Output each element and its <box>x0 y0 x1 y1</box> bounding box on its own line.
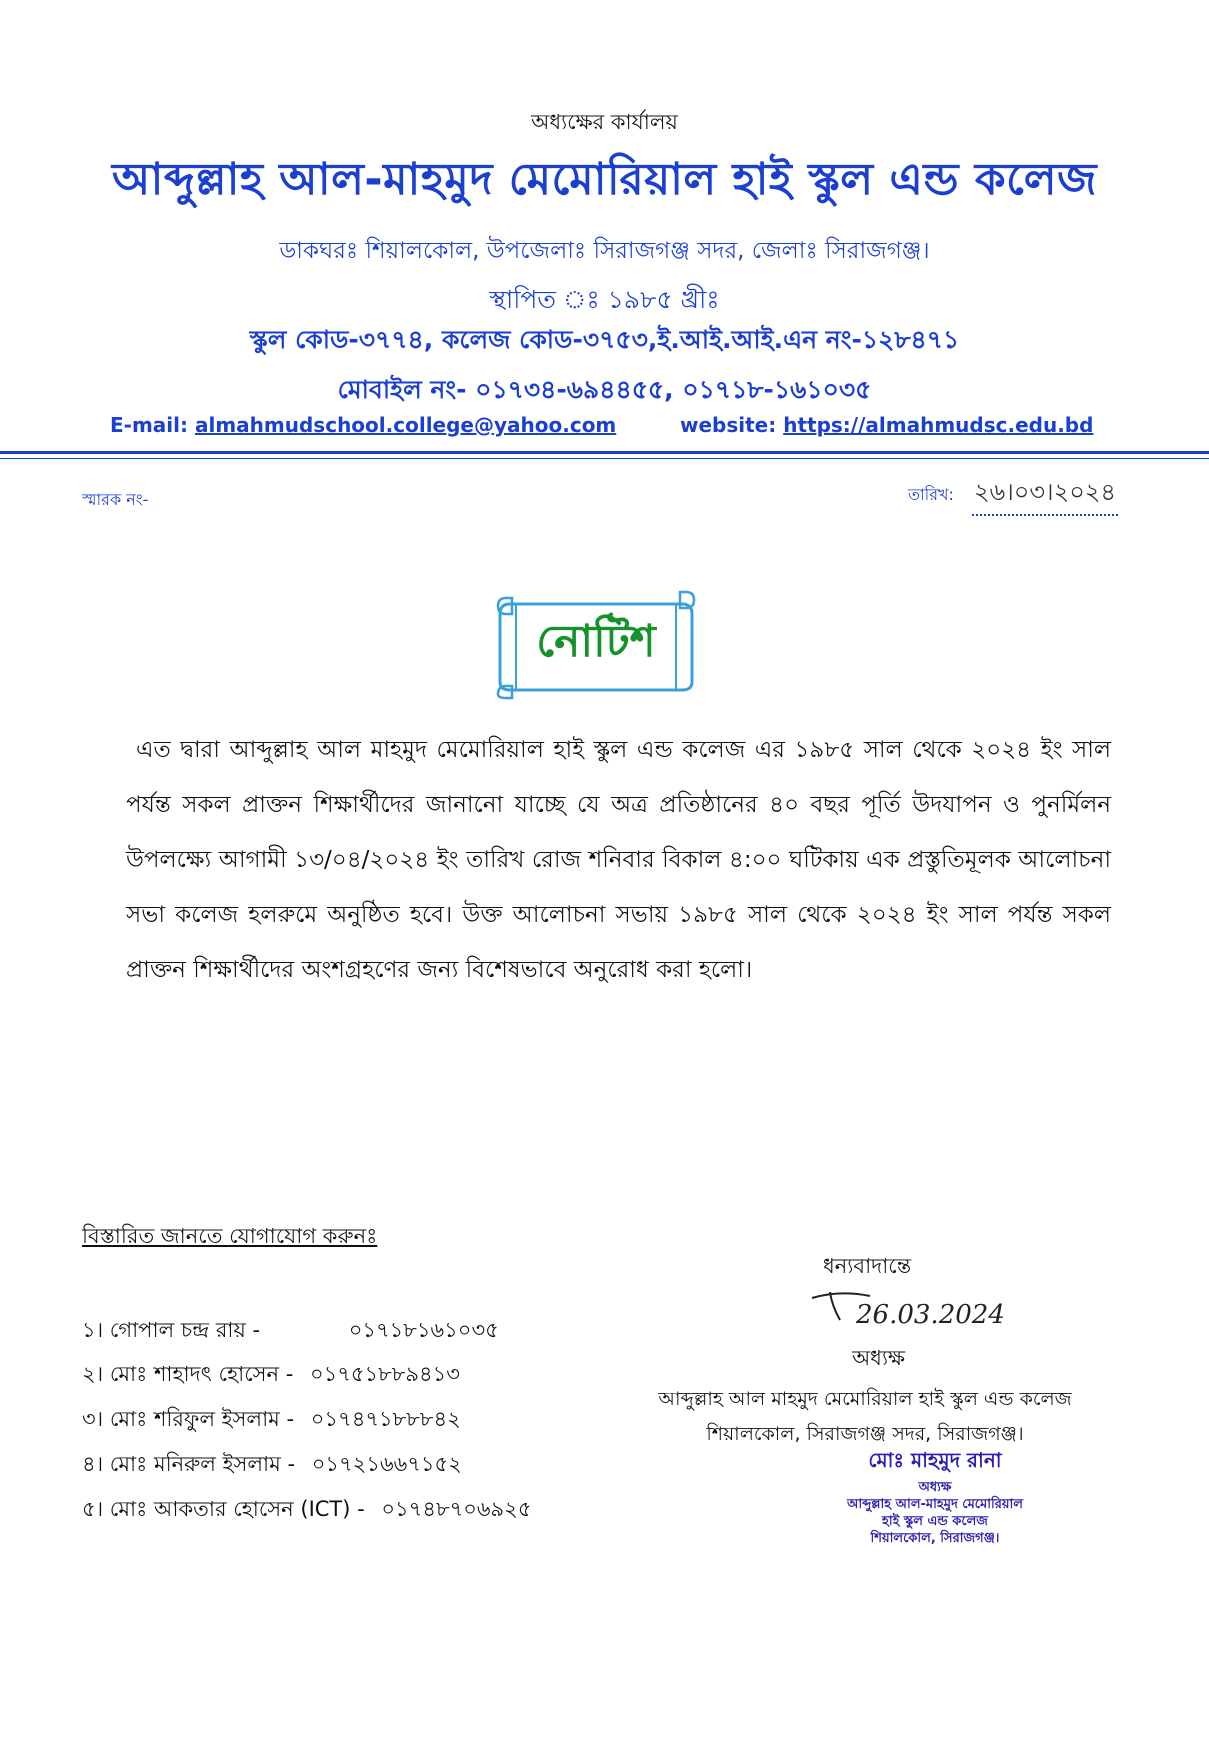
stamp-line: আব্দুল্লাহ আল-মাহমুদ মেমোরিয়াল <box>847 1497 1023 1512</box>
signoff-school: আব্দুল্লাহ আল মাহমুদ মেমোরিয়াল হাই স্কুল এন্ড কলেজ <box>658 1388 1072 1410</box>
email-label: E-mail: <box>110 413 189 437</box>
principal-title: অধ্যক্ষ <box>852 1346 906 1370</box>
principal-stamp <box>790 1446 1080 1547</box>
website-row <box>680 413 1093 437</box>
established-year: স্থাপিত ঃ ১৯৮৫ খ্রীঃ <box>489 285 720 314</box>
contact-phone: ০১৭৪৮৭০৬৯২৫ <box>381 1497 532 1521</box>
stamp-name: মোঃ মাহমুদ রানা <box>868 1448 1002 1472</box>
header-divider-thin <box>0 458 1209 459</box>
contact-phone: ০১৭৫১৮৮৯৪১৩ <box>309 1362 460 1386</box>
contact-item <box>82 1493 531 1528</box>
website-label: website: <box>680 413 777 437</box>
contact-heading: বিস্তারিত জানতে যোগাযোগ করুনঃ <box>82 1224 378 1248</box>
website-link[interactable]: https://almahmudsc.edu.bd <box>783 413 1094 437</box>
email-link[interactable]: almahmudschool.college@yahoo.com <box>194 413 617 437</box>
signature <box>810 1286 1040 1346</box>
thanks-text: ধন্যবাদান্তে <box>823 1254 912 1278</box>
stamp-title: অধ্যক্ষ <box>918 1480 952 1495</box>
stamp-line: হাই স্কুল এন্ড কলেজ <box>882 1514 988 1529</box>
school-address: ডাকঘরঃ শিয়ালকোল, উপজেলাঃ সিরাজগঞ্জ সদর, জেলাঃ সিরাজগঞ্জ। <box>279 238 930 264</box>
contact-phone: ০১৭১৮১৬১০৩৫ <box>348 1318 499 1342</box>
contact-name: ৪। মোঃ মনিরুল ইসলাম - <box>82 1452 296 1476</box>
date-label: তারিখ: <box>908 485 954 504</box>
memo-number-label: স্মারক নং- <box>82 490 149 509</box>
contact-name: ৩। মোঃ শরিফুল ইসলাম - <box>82 1407 295 1431</box>
notice-body: এত দ্বারা আব্দুল্লাহ আল মাহমুদ মেমোরিয়াল হাই স্কুল এন্ড কলেজ এর ১৯৮৫ সাল থেকে ২০২৪ ইং সাল পর্যন্ত সকল প্রাক্তন শিক্ষার্থীদের জানানো যাচ্ছে যে অত্র প্রতিষ্ঠানের ৪০ বছর পূর্তি উদযাপন ও পুনর্মিলন উপলক্ষ্যে আগামী ১৩/০৪/২০২৪ ইং তারিখ রোজ শনিবার বিকাল ৪:০০ ঘটিকায় এক প্রস্তুতিমূলক আলোচনা সভা কলেজ হলরুমে অনুষ্ঠিত হবে। উক্ত আলোচনা সভায় ১৯৮৫ সাল থেকে ২০২৪ ইং সাল পর্যন্ত সকল প্রাক্তন শিক্ষার্থীদের অংশগ্রহণের জন্য বিশেষভাবে অনুরোধ করা হলো। <box>126 737 1111 983</box>
contact-item <box>82 1314 499 1349</box>
school-name: আব্দুল্লাহ আল-মাহমুদ মেমোরিয়াল হাই স্কুল এন্ড কলেজ <box>112 154 1097 205</box>
signoff-address: শিয়ালকোল, সিরাজগঞ্জ সদর, সিরাজগঞ্জ। <box>706 1423 1024 1445</box>
contact-item <box>82 1448 462 1483</box>
header-divider <box>0 451 1209 454</box>
notice-title: নোটিশ <box>536 616 656 667</box>
stamp-line: শিয়ালকোল, সিরাজগঞ্জ। <box>870 1531 1000 1546</box>
notice-banner <box>496 590 696 700</box>
school-codes: স্কুল কোড-৩৭৭৪, কলেজ কোড-৩৭৫৩,ই.আই.আই.এন নং-১২৮৪৭১ <box>249 325 960 354</box>
contact-phone: ০১৭২১৬৬৭১৫২ <box>311 1452 462 1476</box>
contact-phone: ০১৭৪৭১৮৮৮৪২ <box>310 1407 461 1431</box>
mobile-numbers: মোবাইল নং- ০১৭৩৪-৬৯৪৪৫৫, ০১৭১৮-১৬১০৩৫ <box>337 375 872 404</box>
contact-item <box>82 1403 461 1438</box>
contact-name: ৫। মোঃ আকতার হোসেন (ICT) - <box>82 1497 365 1521</box>
office-label: অধ্যক্ষের কার্যালয় <box>531 110 678 134</box>
contact-name: ২। মোঃ শাহাদৎ হোসেন - <box>82 1362 294 1386</box>
date-value: ২৬।০৩।২০২৪ <box>972 474 1118 516</box>
signature-date: 26.03.2024 <box>856 1300 1005 1330</box>
contact-item <box>82 1358 460 1393</box>
contact-name: ১। গোপাল চন্দ্র রায় - <box>82 1318 261 1342</box>
email-row <box>110 413 616 437</box>
